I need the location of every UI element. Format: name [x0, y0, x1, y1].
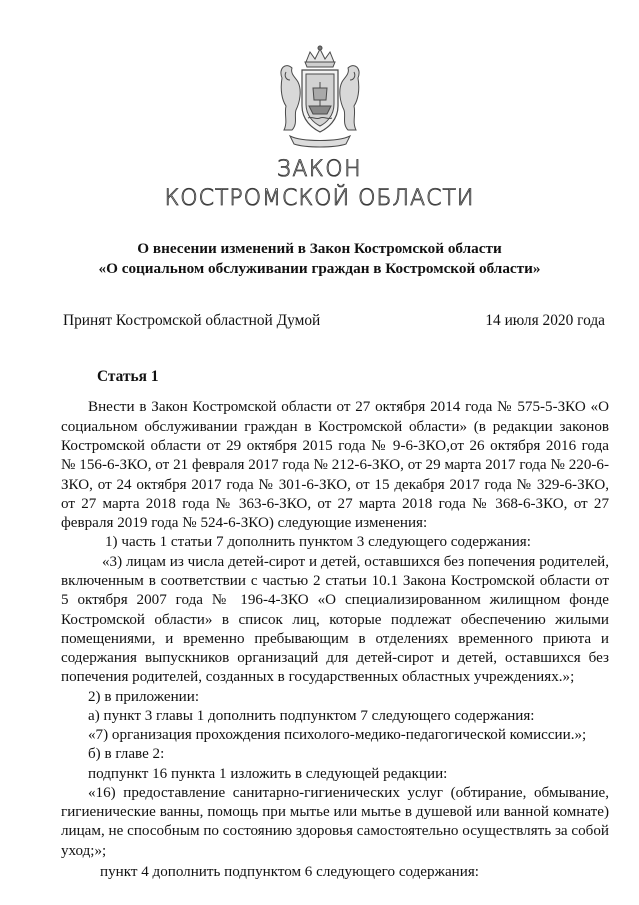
article-line: б) в главе 2: [88, 746, 165, 762]
article-line: социальном обслуживании граждан в Костромской области» (в редакции законов [61, 419, 609, 435]
article-line: уход;»; [61, 843, 107, 859]
article-line: попечения родителей, созданных в государственных областных учреждениях.»; [61, 669, 575, 685]
article-line: февраля 2019 года № 524-6-ЗКО) следующие изменения: [61, 515, 428, 531]
subject-line-2: «О социальном обслуживании граждан в Костромской области» [98, 260, 541, 277]
article-line: Костромской области от 29 октября 2015 года № 9-6-ЗКО,от 26 октября 2016 года [61, 438, 609, 454]
subject-line-1: О внесении изменений в Закон Костромской области [137, 240, 502, 257]
article-line: «3) лицам из числа детей-сирот и детей, оставшихся без попечения родителей, [102, 554, 609, 570]
article-line: 5 октября 2007 года № 196-4-ЗКО «О специализированном жилищном фонде [61, 592, 609, 608]
article-line: помещениями, и временно пребывающим в отделениях временного приюта и [61, 631, 609, 647]
article-line: Костромской области» в список лиц, которые подлежат обеспечению жилыми [61, 612, 609, 628]
article-line: 1) часть 1 статьи 7 дополнить пунктом 3 следующего содержания: [105, 534, 531, 550]
article-line: включенным в соответствии с частью 2 статьи 10.1 Закона Костромской области от [61, 573, 609, 589]
adopted-by: Принят Костромской областной Думой [63, 312, 321, 329]
article-line: пункт 4 дополнить подпунктом 6 следующего содержания: [100, 864, 479, 880]
article-line: от 27 марта 2018 года № 363-6-ЗКО, от 27 марта 2018 года № 368-6-ЗКО, от 27 [61, 496, 609, 512]
article-line: 2) в приложении: [88, 689, 200, 705]
law-title: ЗАКОН [276, 157, 363, 182]
article-line: а) пункт 3 главы 1 дополнить подпунктом 7 следующего содержания: [88, 708, 535, 724]
article-line: «7) организация прохождения психолого-медико-педагогической комиссии.»; [88, 727, 587, 743]
article-line: подпункт 16 пункта 1 изложить в следующей редакции: [88, 766, 448, 782]
article-line: ЗКО, от 24 октября 2017 года № 301-6-ЗКО, от 15 декабря 2017 года № 329-6-ЗКО, [61, 477, 609, 493]
article-line: гигиенические ванны, помощь при мытье или мытье в душевой или ванной комнате) [61, 804, 609, 820]
law-region-title: КОСТРОМСКОЙ ОБЛАСТИ [164, 186, 475, 211]
article-line: «16) предоставление санитарно-гигиенических услуг (обтирание, обмывание, [88, 785, 609, 801]
coat-of-arms-emblem [272, 44, 368, 152]
article-line: № 156-6-ЗКО, от 21 февраля 2017 года № 212-6-ЗКО, от 29 марта 2017 года № 220-6- [61, 457, 609, 473]
article-line: содержания выпускников организаций для детей-сирот и детей, оставшихся без [61, 650, 609, 666]
article-heading: Статья 1 [97, 368, 159, 385]
adoption-date: 14 июля 2020 года [485, 312, 605, 329]
article-line: Внести в Закон Костромской области от 27 октября 2014 года № 575-5-ЗКО «О [88, 399, 609, 415]
article-line: лицам, не способным по состоянию здоровья самостоятельно осуществлять за собой [61, 823, 609, 839]
